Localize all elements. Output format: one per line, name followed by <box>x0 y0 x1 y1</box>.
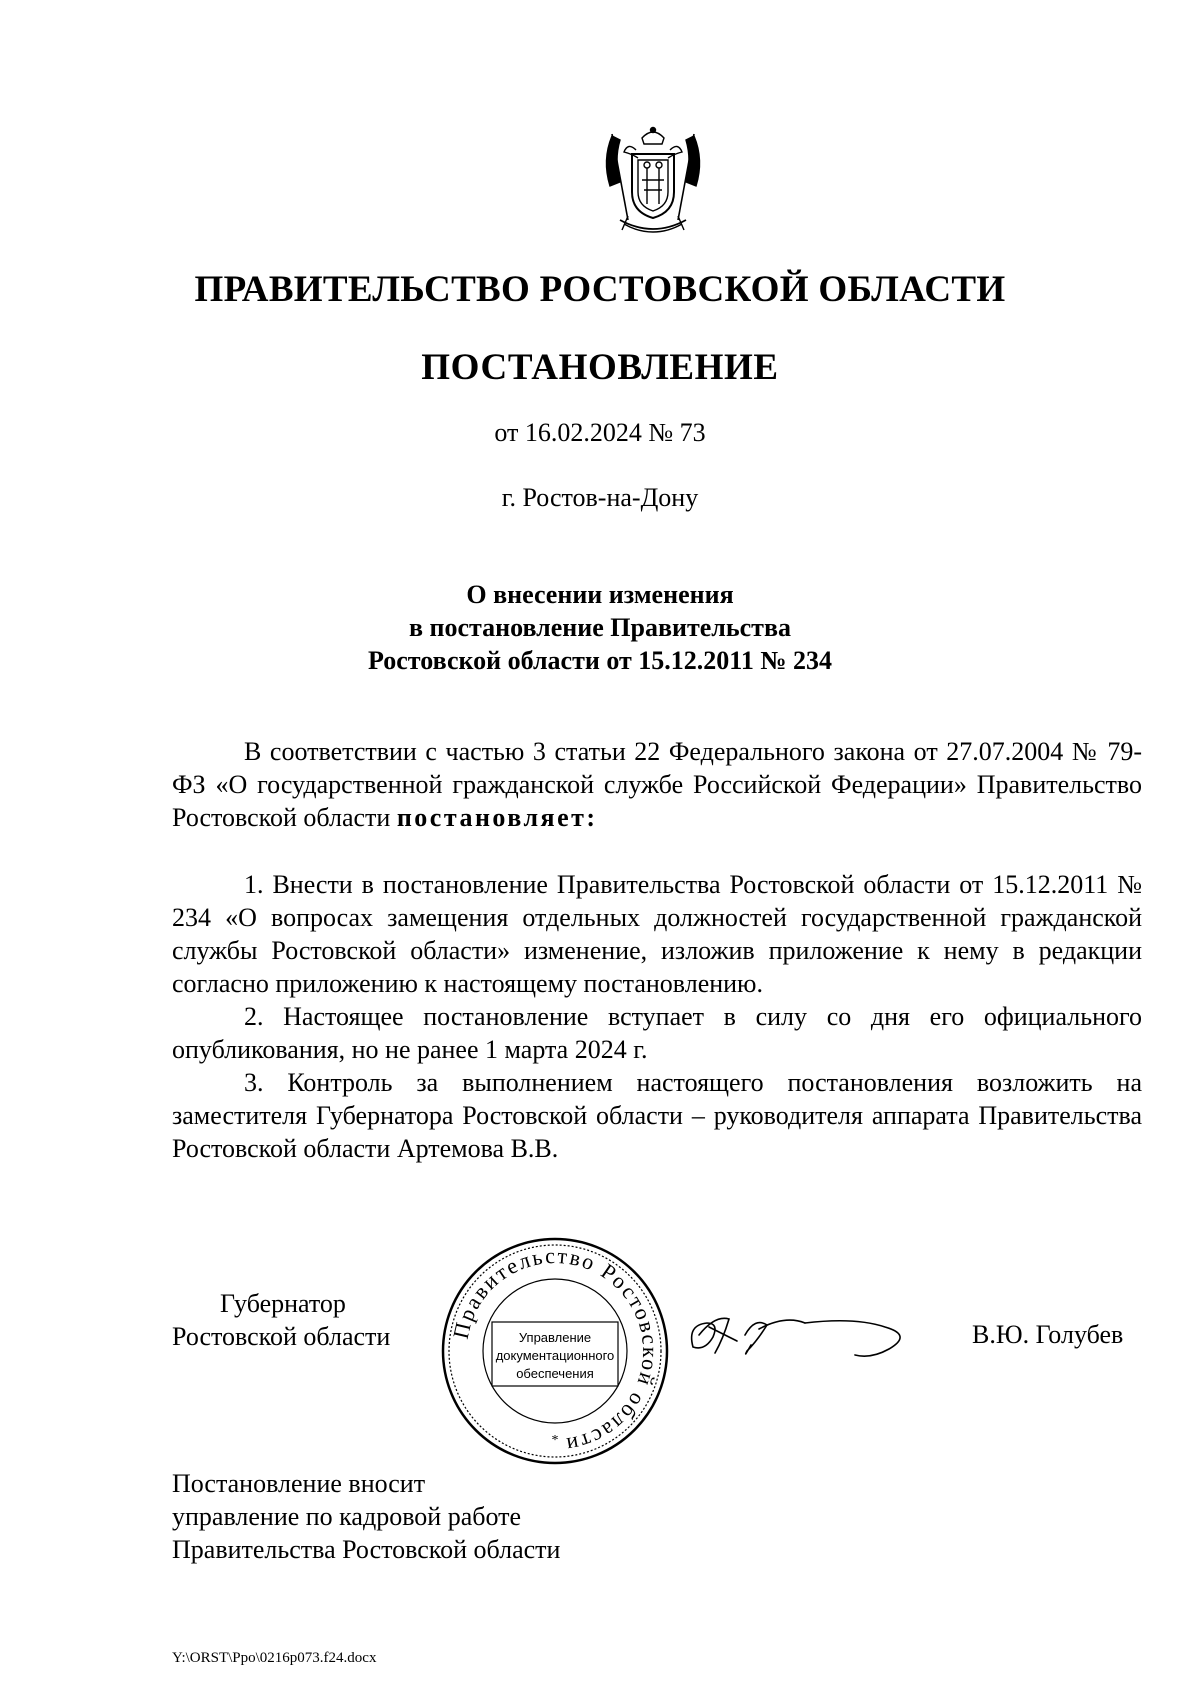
signer-position-line: Губернатор <box>220 1289 346 1318</box>
subject-line: в постановление Правительства <box>408 613 791 642</box>
handwritten-signature <box>685 1305 925 1365</box>
svg-text:*: * <box>551 1433 559 1448</box>
official-seal <box>440 1236 670 1466</box>
seal-ring-text: Правительство Ростовской области <box>447 1242 664 1459</box>
document-subject <box>0 578 1200 677</box>
subject-line: Ростовской области от 15.12.2011 № 234 <box>368 646 832 675</box>
resolution-item: 3. Контроль за выполнением настоящего постановления возложить на заместителя Губернатора Ростовской области – руководителя аппарата Правительства Ростовской области Артемова В.В. <box>172 1068 1142 1163</box>
submitted-by-line: Правительства Ростовской области <box>172 1535 561 1564</box>
document-city: г. Ростов-на-Дону <box>501 483 699 512</box>
resolution-item: 2. Настоящее постановление вступает в силу со дня его официального опубликования, но не ранее 1 марта 2024 г. <box>172 1002 1142 1064</box>
seal-center-line: обеспечения <box>516 1366 594 1381</box>
preamble-keyword: постановляет: <box>396 803 598 832</box>
resolution-items <box>172 868 1142 1165</box>
subject-line: О внесении изменения <box>466 580 734 609</box>
signer-name: В.Ю. Голубев <box>972 1320 1124 1349</box>
document-date-number: от 16.02.2024 № 73 <box>494 418 706 447</box>
signer-position-line: Ростовской области <box>172 1322 391 1351</box>
submitted-by-line: управление по кадровой работе <box>172 1502 522 1531</box>
seal-center-line: Управление <box>518 1330 592 1345</box>
resolution-item: 1. Внести в постановление Правительства Ростовской области от 15.12.2011 № 234 «О вопросах замещения отдельных должностей государственной гражданской службы Ростовской области» изменение, изложив приложение к нему в редакции согласно приложению к настоящему постановлению. <box>172 870 1142 998</box>
preamble <box>172 735 1142 834</box>
preamble-text: В соответствии с частью 3 статьи 22 Федерального закона от 27.07.2004 № 79-ФЗ «О государственной гражданской службе Российской Федерации» Правительство Ростовской области <box>172 737 1142 832</box>
government-title: ПРАВИТЕЛЬСТВО РОСТОВСКОЙ ОБЛАСТИ <box>194 269 1006 310</box>
submitted-by <box>172 1467 560 1566</box>
file-path: Y:\ORST\Ppo\0216p073.f24.docx <box>172 1650 377 1666</box>
coat-of-arms-emblem <box>598 120 708 240</box>
submitted-by-line: Постановление вносит <box>172 1469 426 1498</box>
document-kind: ПОСТАНОВЛЕНИЕ <box>421 347 779 388</box>
seal-center-line: документационного <box>495 1348 615 1363</box>
signer-position <box>172 1287 390 1353</box>
